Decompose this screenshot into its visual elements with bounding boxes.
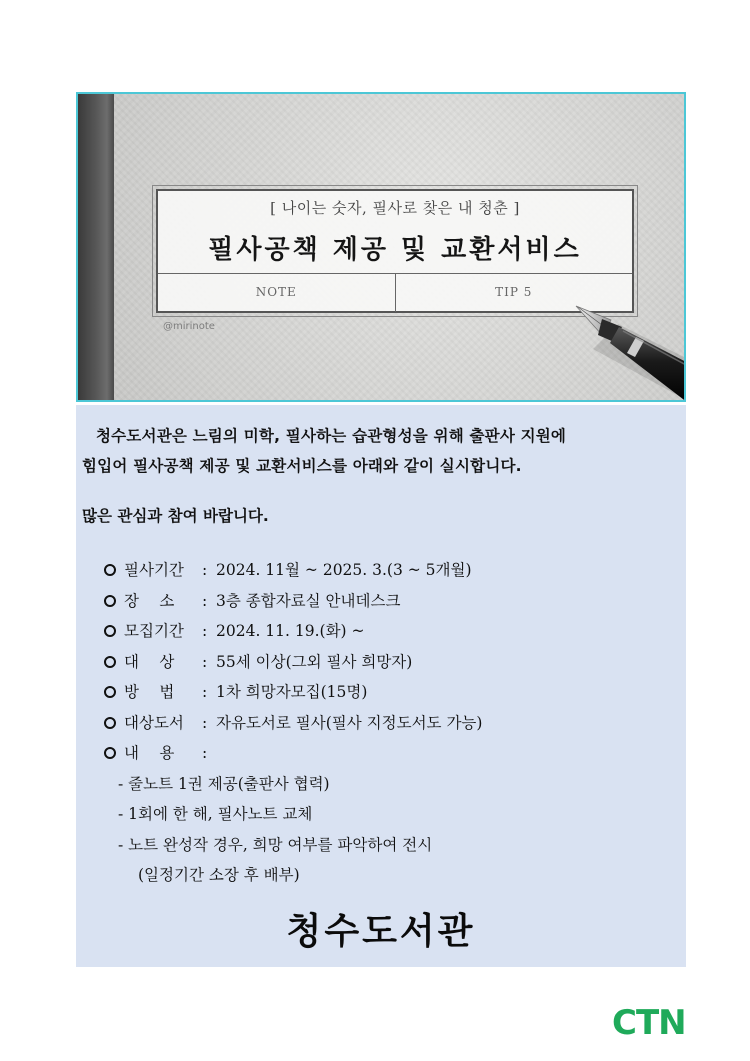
detail-label: 대상도서 (124, 713, 184, 732)
ctn-logo: CTN (612, 1003, 686, 1043)
circle-bullet-icon (104, 747, 116, 759)
circle-bullet-icon (104, 564, 116, 576)
detail-method (104, 677, 679, 708)
content-item-exhibit: - 노트 완성작 경우, 희망 여부를 파악하여 전시 (118, 835, 433, 854)
note-label-right: TIP 5 (395, 274, 633, 312)
intro-paragraph (82, 421, 682, 481)
detail-separator: : (202, 652, 208, 671)
detail-label: 대 상 (124, 652, 175, 671)
detail-period (104, 555, 679, 586)
detail-label: 방 법 (124, 683, 175, 701)
detail-contents (104, 738, 679, 769)
banner-handle: @mirinote (163, 321, 215, 332)
detail-value: 1차 희망자모집(15명) (216, 683, 368, 701)
content-item-exchange: - 1회에 한 해, 필사노트 교체 (118, 805, 313, 823)
detail-target (104, 647, 679, 678)
notebook-spine (78, 94, 114, 400)
announcement-panel (76, 405, 686, 967)
circle-bullet-icon (104, 717, 116, 729)
appeal-text: 많은 관심과 참여 바랍니다. (82, 507, 269, 525)
banner-title: 필사공책 제공 및 교환서비스 (208, 235, 582, 265)
banner-image (76, 92, 686, 402)
detail-label: 모집기간 (124, 622, 184, 640)
detail-separator: : (202, 622, 208, 640)
content-item-notebook: - 줄노트 1권 제공(출판사 협력) (118, 774, 330, 793)
circle-bullet-icon (104, 595, 116, 607)
detail-location (104, 586, 679, 617)
detail-separator: : (202, 591, 208, 610)
detail-value: 3층 종합자료실 안내데스크 (216, 591, 401, 610)
detail-separator: : (202, 713, 208, 732)
detail-value: 자유도서로 필사(필사 지정도서도 가능) (216, 713, 483, 732)
detail-books (104, 708, 679, 739)
intro-line-1: 청수도서관은 느림의 미학, 필사하는 습관형성을 위해 출판사 지원에 (96, 427, 567, 445)
circle-bullet-icon (104, 625, 116, 637)
detail-list (104, 555, 679, 891)
detail-separator: : (202, 744, 208, 762)
detail-value: 2024. 11. 19.(화) ~ (216, 622, 365, 640)
library-name: 청수도서관 (286, 911, 476, 952)
note-label-left: NOTE (255, 285, 297, 299)
intro-line-2: 힘입어 필사공책 제공 및 교환서비스를 아래와 같이 실시합니다. (82, 457, 522, 475)
fountain-pen-icon (498, 289, 686, 402)
detail-label: 장 소 (124, 591, 175, 610)
detail-value: 2024. 11월 ~ 2025. 3.(3 ~ 5개월) (216, 561, 472, 579)
detail-recruitment (104, 616, 679, 647)
detail-separator: : (202, 683, 208, 701)
detail-label: 내 용 (124, 744, 175, 762)
detail-label: 필사기간 (124, 561, 184, 579)
circle-bullet-icon (104, 656, 116, 668)
circle-bullet-icon (104, 686, 116, 698)
detail-separator: : (202, 561, 208, 579)
content-item-note: (일정기간 소장 후 배부) (138, 866, 300, 884)
banner-subtitle: [ 나이는 숫자, 필사로 찾은 내 청춘 ] (270, 199, 520, 217)
detail-value: 55세 이상(그외 필사 희망자) (216, 652, 413, 671)
